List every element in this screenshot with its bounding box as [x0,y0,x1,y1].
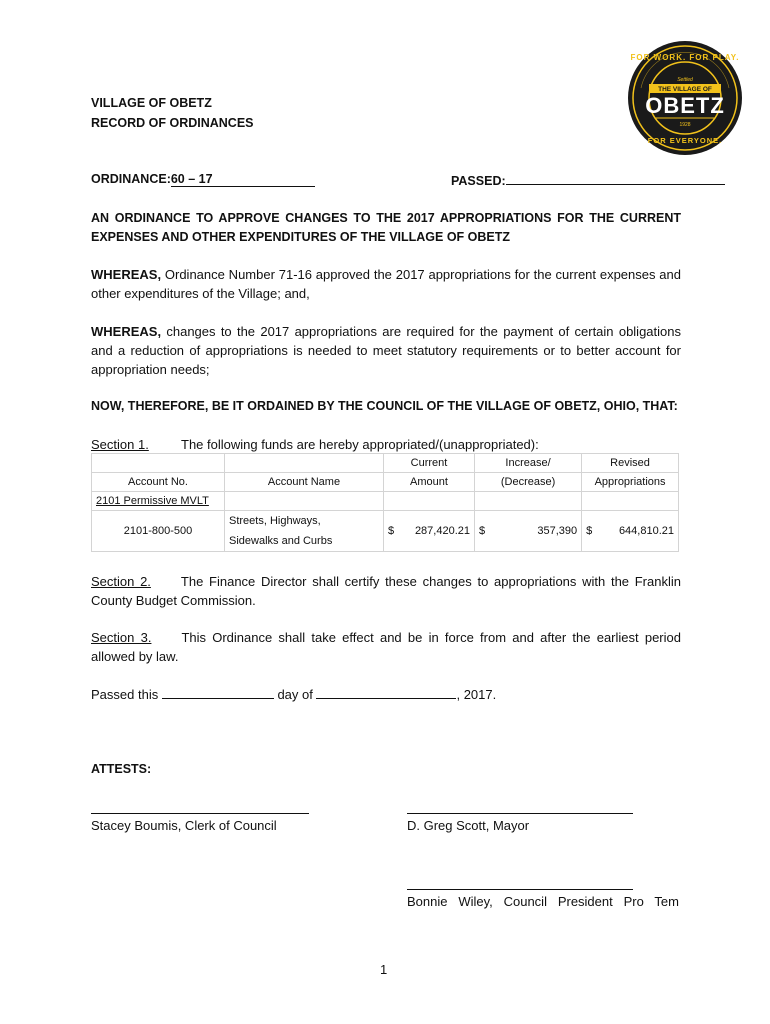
clerk-name: Stacey Boumis, Clerk of Council [91,818,277,833]
section-3-label: Section 3. [91,630,152,645]
whereas-text: changes to the 2017 appropriations are required for the payment of certain obligations and a reduction of appropriations is needed to meet statutory requirements or to better account for appropriation needs; [91,324,681,377]
revised-amount: 644,810.21 [600,511,678,552]
header-current: Current [384,454,475,473]
passed-blank [506,172,725,185]
appropriations-table [91,453,679,552]
month-blank [316,686,456,699]
header-decrease: (Decrease) [475,473,582,492]
village-logo [627,40,743,156]
section-2 [91,572,681,610]
ordinance-number: 60 – 17 [171,172,315,187]
passed-field [451,172,725,188]
table-header-row-2 [92,473,679,492]
header-increase: Increase/ [475,454,582,473]
increase-currency: $ [475,511,494,552]
section-1-text: The following funds are hereby appropriated/(unappropriated): [181,437,539,452]
table-row [92,511,679,552]
passed-date-line: Passed this day of , 2017. [91,687,497,702]
attests-label: ATTESTS: [91,762,152,776]
fund-group-label: 2101 Permissive MVLT [92,492,225,511]
ordinance-field [91,172,315,187]
whereas-text: Ordinance Number 71-16 approved the 2017 appropriations for the current expenses and other expenditures of the Village; and, [91,267,681,301]
header-revised: Revised [582,454,679,473]
village-name: VILLAGE OF OBETZ [91,96,212,110]
account-number: 2101-800-500 [92,511,225,552]
section-1-label: Section 1. [91,437,149,452]
mayor-signature-line [407,813,633,814]
current-amount: $ 287,420.21 [384,511,475,552]
mayor-name: D. Greg Scott, Mayor [407,818,530,833]
header-appropriations: Appropriations [582,473,679,492]
svg-text:OBETZ: OBETZ [645,93,725,118]
svg-text:FOR WORK. FOR PLAY.: FOR WORK. FOR PLAY. [630,53,740,62]
whereas-clause-2 [91,322,681,379]
day-blank [162,686,274,699]
section-3 [91,628,681,666]
revised-currency: $ [582,511,601,552]
header-amount: Amount [384,473,475,492]
ordinance-title: AN ORDINANCE TO APPROVE CHANGES TO THE 2017 APPROPRIATIONS FOR THE CURRENT EXPENSES AND OTHER EXPENDITURES OF THE VILLAGE OF OBETZ [91,211,681,244]
svg-text:FOR EVERYONE.: FOR EVERYONE. [647,136,723,145]
section-2-text: The Finance Director shall certify these changes to appropriations with the Franklin County Budget Commission. [91,574,681,608]
president-name: Bonnie Wiley, Council President Pro Tem [407,894,679,909]
header-account-name: Account Name [225,473,384,492]
ordained-clause: NOW, THEREFORE, BE IT ORDAINED BY THE COUNCIL OF THE VILLAGE OF OBETZ, OHIO, THAT: [91,399,678,413]
account-name: Streets, Highways, Sidewalks and Curbs [225,511,384,552]
section-3-text: This Ordinance shall take effect and be in force from and after the earliest period allowed by law. [91,630,681,664]
passed-label: PASSED: [451,174,506,188]
svg-text:1928: 1928 [679,122,691,128]
page-number: 1 [380,962,388,977]
ordinance-label: ORDINANCE: [91,172,171,186]
whereas-lead: WHEREAS, [91,267,162,282]
svg-text:Settled: Settled [677,77,693,83]
whereas-lead: WHEREAS, [91,324,162,339]
svg-text:THE VILLAGE OF: THE VILLAGE OF [658,86,712,93]
table-group-row [92,492,679,511]
section-2-label: Section 2. [91,574,151,589]
record-title: RECORD OF ORDINANCES [91,116,254,130]
clerk-signature-line [91,813,309,814]
whereas-clause-1 [91,265,681,303]
president-signature-line [407,889,633,890]
increase-amount: 357,390 [493,511,582,552]
header-account-no: Account No. [92,473,225,492]
table-header-row-1 [92,454,679,473]
